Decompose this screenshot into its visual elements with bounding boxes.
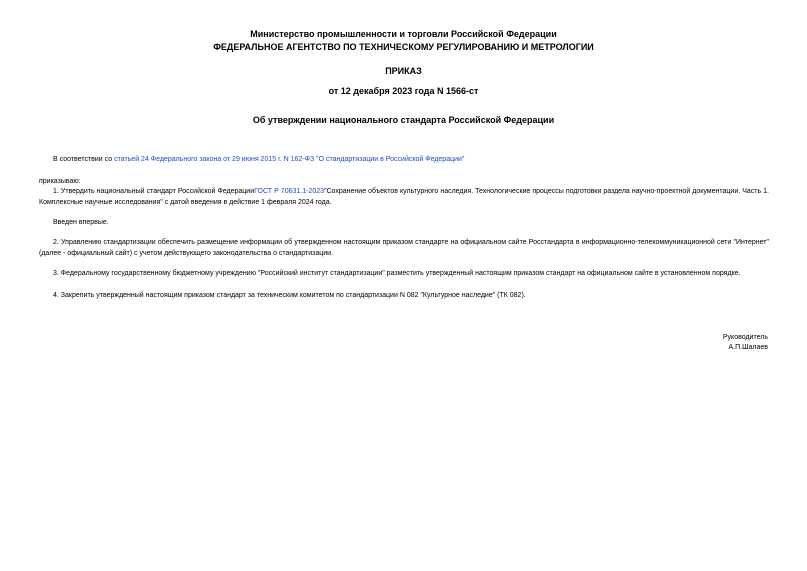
federal-law-link[interactable]: статьей 24 Федерального закона от 29 июня 2015 г. N 162-ФЗ "О стандартизации в Российской Федерации" xyxy=(114,156,465,163)
item-4-paragraph: 4. Закрепить утвержденный настоящим приказом стандарт за техническим комитетом по стандартизации N 082 "Культурное наследие" (ТК 082). xyxy=(53,292,526,299)
item-3-paragraph: 3. Федеральному государственному бюджетному учреждению "Российский институт стандартизации" разместить утвержденный настоящим приказом стандарт на официальном сайте в установленном порядке. xyxy=(53,270,741,277)
document-type: ПРИКАЗ xyxy=(385,66,422,76)
gost-standard-link[interactable]: ГОСТ Р 70631.1-2023 xyxy=(254,188,325,195)
item-1-suffix: "Сохранение объектов культурного наследия. Технологические процессы подготовки раздела научно-проектной документации. Часть 1. Комплексные научные исследования" с датой введения в действие 1 февраля 2024 года. xyxy=(39,188,769,206)
intro-prefix: В соответствии со xyxy=(53,156,115,163)
item-1-paragraph xyxy=(39,187,769,208)
document-subject: Об утверждении национального стандарта Российской Федерации xyxy=(252,115,555,125)
agency-title: ФЕДЕРАЛЬНОЕ АГЕНТСТВО ПО ТЕХНИЧЕСКОМУ РЕГУЛИРОВАНИЮ И МЕТРОЛОГИИ xyxy=(213,42,594,52)
introduced-note: Введен впервые. xyxy=(53,219,109,226)
item-1-prefix: 1. Утвердить национальный стандарт Российской Федерации xyxy=(53,188,255,195)
ministry-title: Министерство промышленности и торговли Российской Федерации xyxy=(250,29,557,39)
item-2-paragraph: 2. Управлению стандартизации обеспечить размещение информации об утвержденном настоящим приказом стандарте на официальном сайте Росстандарта в информационно-телекоммуникационной сети "Интернет" (далее - официальный сайт) с учетом действующего законодательства о стандартизации. xyxy=(39,239,769,257)
order-word: приказываю: xyxy=(39,178,81,185)
signature-position: Руководитель xyxy=(722,334,768,341)
document-date-number: от 12 декабря 2023 года N 1566-ст xyxy=(328,86,479,96)
signature-name: А.П.Шалаев xyxy=(728,344,768,351)
intro-paragraph xyxy=(39,155,769,166)
